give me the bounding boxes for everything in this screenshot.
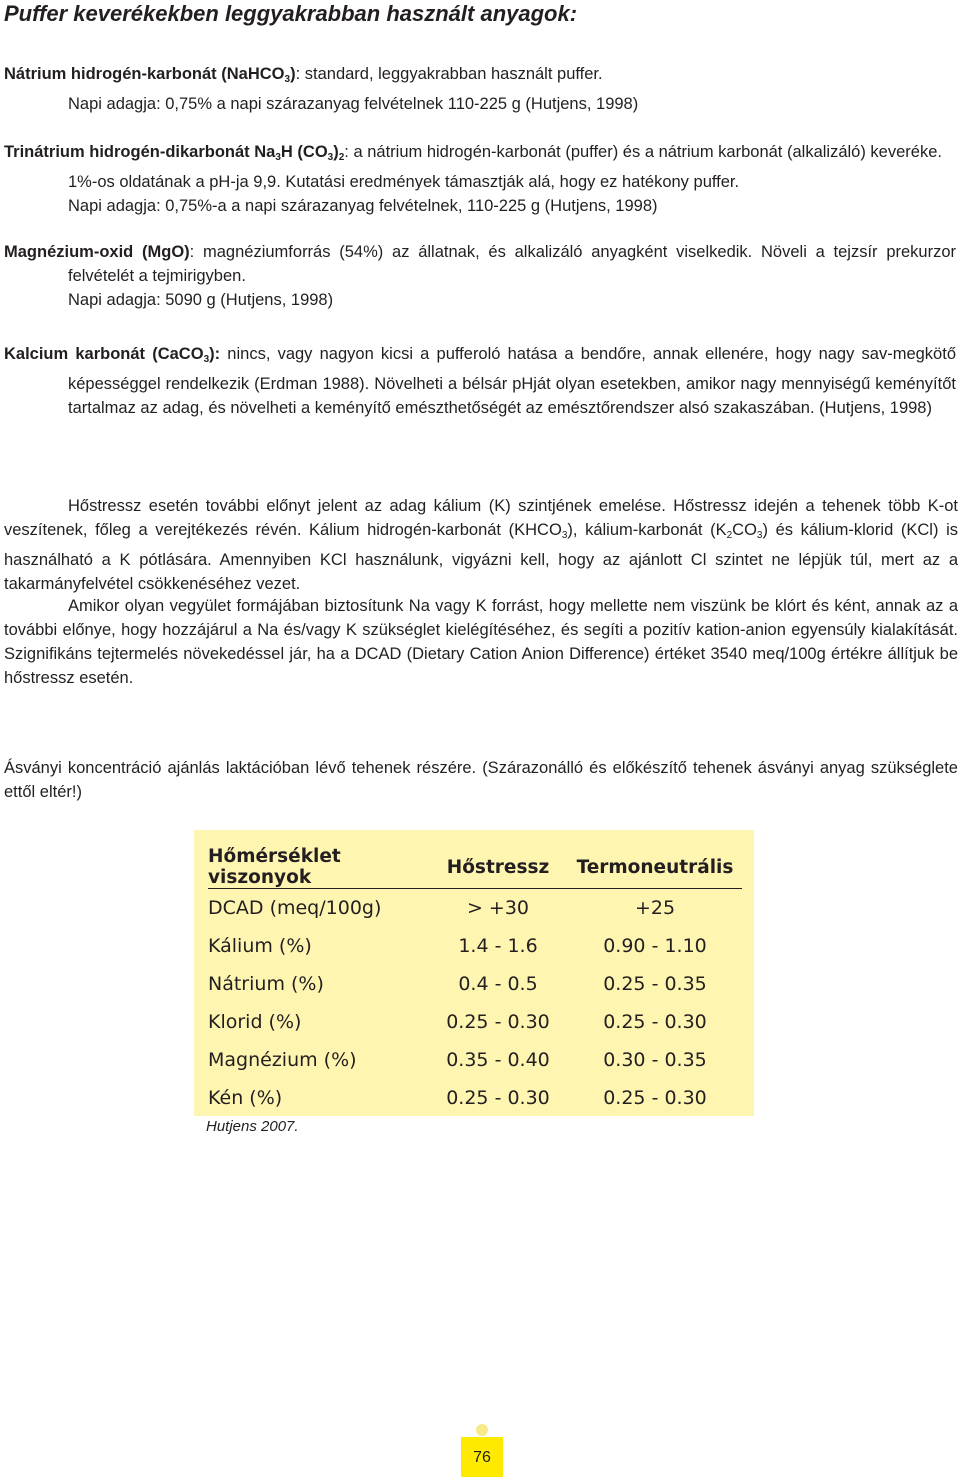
substance-line: [4, 342, 956, 420]
table-cell: 0.25 - 0.30: [603, 1011, 707, 1033]
table-cell: Magnézium (%): [208, 1049, 357, 1071]
substance-name: Nátrium hidrogén-karbonát (NaHCO$_3$): [4, 65, 296, 85]
table-cell: +25: [634, 897, 676, 919]
paragraph-sodium-bicarbonate: [4, 62, 954, 116]
tag-hole-icon: [476, 1424, 488, 1436]
substance-line: [4, 62, 954, 92]
table-header-row: [208, 846, 742, 889]
table-cell: Kálium (%): [208, 935, 312, 957]
column-header: Hőmérséklet viszonyok: [208, 846, 428, 889]
substance-name: Trinátrium hidrogén-dikarbonát $Na_3H$ $(CO_3)_2$: [4, 143, 345, 163]
substance-description: : magnéziumforrás (54%) az állatnak, és alkalizáló anyagként viselkedik. Növeli a tejzsír prekurzor felvételét a tejmirigyben.: [68, 243, 957, 285]
table-cell: 0.35 - 0.40: [446, 1049, 550, 1071]
substance-name: Kalcium karbonát (CaCO$_3$):: [4, 345, 221, 365]
daily-dose: Napi adagja: 5090 g (Hutjens, 1998): [68, 291, 334, 309]
table-row: [208, 889, 742, 928]
table-cell: 0.25 - 0.30: [603, 1087, 707, 1109]
mineral-table: [208, 846, 742, 1117]
paragraph-trisodium: [4, 140, 956, 218]
table-cell: 1.4 - 1.6: [458, 935, 538, 957]
substance-description: nincs, vagy nagyon kicsi a pufferoló hatása a bendőre, annak ellenére, hogy nagy sav-megkötő képességgel rendelkezik (Erdman 1988). Növelheti a bélsár pHját olyan esetekben, amikor nagy mennyiségű keményítőt tartalmaz az adag, és növelheti a keményítő emészthetőségét az emésztőrendszer alsó szakaszában. (Hutjens, 1998): [68, 345, 956, 417]
table-cell: Nátrium (%): [208, 973, 324, 995]
table-cell: 0.30 - 0.35: [603, 1049, 707, 1071]
substance-name: Magnézium-oxid (MgO): [4, 243, 190, 261]
page-number: 76: [461, 1437, 503, 1477]
table-cell: DCAD (meq/100g): [208, 897, 382, 919]
substance-line: [4, 140, 956, 194]
table-cell: 0.90 - 1.10: [603, 935, 707, 957]
table-cell: 0.4 - 0.5: [458, 973, 538, 995]
table-row: [208, 1041, 742, 1079]
mineral-table-box: [194, 830, 754, 1116]
table-row: [208, 927, 742, 965]
table-cell: 0.25 - 0.35: [603, 973, 707, 995]
table-row: [208, 965, 742, 1003]
table-cell: Kén (%): [208, 1087, 283, 1109]
page-title: Puffer keverékekben leggyakrabban használt anyagok:: [4, 1, 578, 26]
table-source: Hutjens 2007.: [206, 1118, 299, 1135]
substance-description: : a nátrium hidrogén-karbonát (puffer) és a nátrium karbonát (alkalizáló) keveréke. 1%-os oldatának a pH-ja 9,9. Kutatási eredmények támasztják alá, hogy ez hatékony puffer.: [68, 143, 942, 191]
paragraph-mineral-recommendation: Ásványi koncentráció ajánlás laktációban lévő tehenek részére. (Szárazonálló és előkészítő tehenek ásványi anyag szükséglete ettől eltér!): [4, 759, 958, 801]
column-header: Hőstressz: [428, 846, 568, 889]
daily-dose: Napi adagja: 0,75%-a a napi szárazanyag felvételnek, 110-225 g (Hutjens, 1998): [68, 197, 658, 215]
substance-description: : standard, leggyakrabban használt puffer.: [295, 65, 603, 83]
daily-dose: Napi adagja: 0,75% a napi szárazanyag felvételnek 110-225 g (Hutjens, 1998): [68, 95, 639, 113]
table-cell: Klorid (%): [208, 1011, 302, 1033]
table-row: [208, 1079, 742, 1117]
table-cell: 0.25 - 0.30: [446, 1011, 550, 1033]
paragraph-dcad: Amikor olyan vegyület formájában biztosítunk Na vagy K forrást, hogy mellette nem viszünk be klórt és ként, annak az a további előnye, hogy hozzájárul a Na és/vagy K szükséglet kielégítéséhez, és segíti a pozitív kation-anion egyensúly kialakítását. Szignifikáns tejtermelés növekedéssel jár, ha a DCAD (Dietary Cation Anion Difference) értéket 3540 meq/100g értékre állítjuk be hőstressz esetén.: [4, 597, 958, 687]
paragraph-heat-stress-potassium: Hőstressz esetén további előnyt jelent az adag kálium (K) szintjének emelése. Hőstressz idején a tehenek több K-ot veszítenek, főleg a verejtékezés révén. Kálium hidrogén-karbonát $(KHCO_3)$, kálium-karbonát $(K_2CO_3)$ és kálium-klorid (KCl) is használható a K pótlására. Amennyiben KCl használunk, vigyázni kell, hogy az ajánlott Cl szintet ne lépjük túl, mert az a takarmányfelvétel csökkenéséhez vezet.: [4, 497, 958, 593]
substance-line: [4, 240, 956, 288]
table-row: [208, 1003, 742, 1041]
column-header: Termoneutrális: [568, 846, 742, 889]
table-cell: > +30: [466, 897, 530, 919]
paragraph-calcium-carbonate: [4, 342, 956, 420]
table-cell: 0.25 - 0.30: [446, 1087, 550, 1109]
paragraph-magnesium-oxide: [4, 240, 956, 312]
